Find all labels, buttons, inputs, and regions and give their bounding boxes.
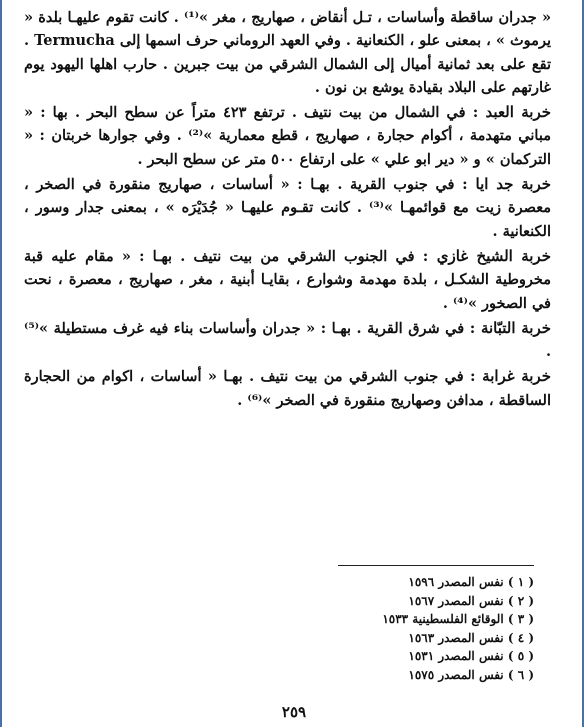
paragraph-text: في شرق القرية . بهـا : « جدران وأساسات بناء فيه غرف مستطيلة »⁽⁵⁾ . [24, 319, 551, 361]
footnote: ( ١ ) نفس المصدر ١٥٩٦ [408, 575, 534, 589]
entry-title: خربة التبّانة : [469, 318, 551, 337]
paragraph [24, 365, 551, 412]
footnote: ( ٦ ) نفس المصدر ١٥٧٥ [408, 667, 534, 682]
footnote: ( ٢ ) نفس المصدر ١٥٦٧ [408, 593, 534, 608]
body-text [24, 6, 551, 412]
paragraph-text: « جدران ساقطة وأساسات ، تـل أنقاض ، صهاريج ، مغر »⁽¹⁾ . كانت تقوم عليهـا بلدة « يرموث » ، بمعنى علو ، الكنعانية . وفي العهد الروماني حرف اسمها إلى Termucha . تقع على بعد ثمانية أميال إلى الشمال الشرقي من بيت جبرين . حارب اهلها اليهود يوم غارتهم على البلاد بقيادة يوشع بن نون . [24, 9, 552, 96]
entry-title: خربة العبد : [472, 103, 551, 122]
paragraph-text: في جنوب القرية . بهـا : « أساسات ، صهاريج منقورة في الصخر ، معصرة زيت مع قوائمهـا »⁽³⁾ . كانت تقـوم عليهـا « جُدَيْرَه » ، بمعنى جدار وسور ، الكنعانية . [24, 176, 551, 240]
footnotes [302, 573, 534, 685]
paragraph [24, 245, 551, 315]
entry-title: خربة غرابة : [470, 367, 551, 386]
footnote-divider [338, 565, 534, 566]
entry-title: خربة جد ايا : [462, 175, 552, 194]
paragraph [24, 317, 551, 364]
footnote: ( ٣ ) الوقائع الفلسطينية ١٥٣٣ [382, 612, 534, 627]
paragraph-text: في الشمال من بيت نتيف . ترتفع ٤٢٣ متراً عن سطح البحر . بها : « مباني متهدمة ، أكوام حجارة ، صهاريج ، قطع معمارية »⁽²⁾ . وفي جوارها خربتان : « التركمان » و « دير ابو علي » على ارتفاع ٥٠٠ متر عن سطح البحر . [24, 104, 551, 168]
paragraph [24, 101, 551, 171]
page-number: ٢٥٩ [281, 703, 307, 721]
footnote: ( ٥ ) نفس المصدر ١٥٣١ [408, 649, 534, 664]
paragraph-text: في جنوب الشرقي من بيت نتيف . بهـا « أساسات ، اكوام من الحجارة الساقطة ، مدافن وصهاريج منقورة في الصخر »⁽⁶⁾ . [24, 368, 551, 409]
entry-title: خربة الشيخ غازي : [422, 246, 551, 265]
paragraph [24, 173, 551, 243]
paragraph-text: في الجنوب الشرقي من بيت نتيف . بهـا : « مقام عليه قبة مخروطية الشكـل ، بلدة مهدمة وشوارع ، بقايـا أبنية ، مغر ، صهاريج ، معصرة ، نحت في الصخور »⁽⁴⁾ . [24, 247, 551, 312]
paragraph [24, 6, 551, 99]
footnote: ( ٤ ) نفس المصدر ١٥٦٣ [408, 630, 534, 645]
